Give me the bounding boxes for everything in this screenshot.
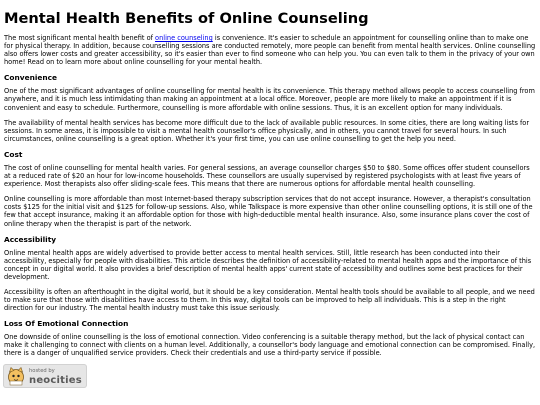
paragraph: Online counselling is more affordable than most Internet-based therapy subscription services that do not accept insurance. However, a therapist's consultation costs $125 for the initial visit and $125 for follow-up sessions. Also, while Talkspace is more expensive than other online counselling options, it is still one of the few that accept insurance, making it an affordable option for those with high-deductible mental health insurance. Also, some insurance plans cover the cost of online therapy when the therapist is part of the network.: [4, 195, 533, 228]
intro-text-after: is convenience. It's easier to schedule an appointment for counselling online than to make one for physical therapy. In addition, because counselling sessions are conducted remotely, more people can benefit from mental health services. Online counselling also offers lower costs and greater accessibility, so it's easier than ever to find someone who can help you. You can even talk to them in the privacy of your own home! Read on to learn more about online counselling for your mental health.: [4, 34, 536, 67]
paragraph: The cost of online counselling for mental health varies. For general sessions, an average counsellor charges $50 to $80. Some offices offer student counsellors at a reduced rate of $20 an hour for low-income households. These counsellors are usually supervised by registered psychologists with at least five years of experience. Most therapists also offer sliding-scale fees. This means that there are numerous options for affordable mental health counselling.: [4, 163, 530, 189]
badge-hosted-by: hosted by: [29, 368, 55, 374]
neocities-cat-icon: [6, 366, 26, 386]
paragraph: One of the most significant advantages of online counselling for mental health is its convenience. This therapy method allows people to access counselling from anywhere, and it is much less intimidating than making an appointment at a local office. Moreover, people are more likely to make an appointment if it is convenient and easy to schedule. Furthermore, counselling is more affordable with online sessions. Thus, it is an excellent option for many individuals.: [4, 87, 535, 112]
paragraph: The availability of mental health services has become more difficult due to the lack of available public resources. In some cities, there are long waiting lists for sessions. In some areas, it is impossible to visit a mental health counsellor's office physically, and in others, you cannot travel for several hours. In such circumstances, online counselling is a great option. Whether it's your first time, you can use online counselling to get the help you need.: [4, 118, 530, 143]
section-heading-cost: Cost: [4, 149, 23, 159]
page-title: Mental Health Benefits of Online Counseling: [4, 10, 369, 27]
badge-text: [29, 367, 82, 385]
hosted-by-neocities-badge[interactable]: [3, 364, 87, 388]
paragraph: Accessibility is often an afterthought in the digital world, but it should be a key consideration. Mental health tools should be available to all people, and we need to make sure that those with disabilities have access to them. In this way, digital tools can be improved to help all individuals. This is a step in the right direction for our industry. The mental health industry must take this issue seriously.: [4, 287, 535, 313]
section-heading-loss-of-emotional-connection: Loss Of Emotional Connection: [4, 319, 129, 329]
intro-paragraph: [4, 34, 536, 66]
paragraph: Online mental health apps are widely advertised to provide better access to mental health services. Still, little research has been conducted into their accessibility, especially for people with disabilities. This article describes the definition of accessibility-related to mental health apps and the importance of this concept in our digital world. It also provides a brief description of mental health apps' current state of accessibility and outlines some best practices for their development.: [4, 248, 532, 281]
section-heading-convenience: Convenience: [4, 73, 58, 83]
intro-text-before: The most significant mental health benefit of: [4, 34, 156, 42]
section-heading-accessibility: Accessibility: [4, 234, 57, 244]
badge-brand: neocities: [29, 375, 82, 386]
online-counseling-link[interactable]: online counseling: [155, 34, 213, 42]
paragraph: One downside of online counselling is the loss of emotional connection. Video conferencing is a suitable therapy method, but the lack of physical contact can make it challenging to connect with clients on a human level. Additionally, a counsellor's body language and emotional connection can be compromised. Finally, there is a danger of unqualified service providers. Check their credentials and use a third-party service if possible.: [4, 333, 536, 358]
